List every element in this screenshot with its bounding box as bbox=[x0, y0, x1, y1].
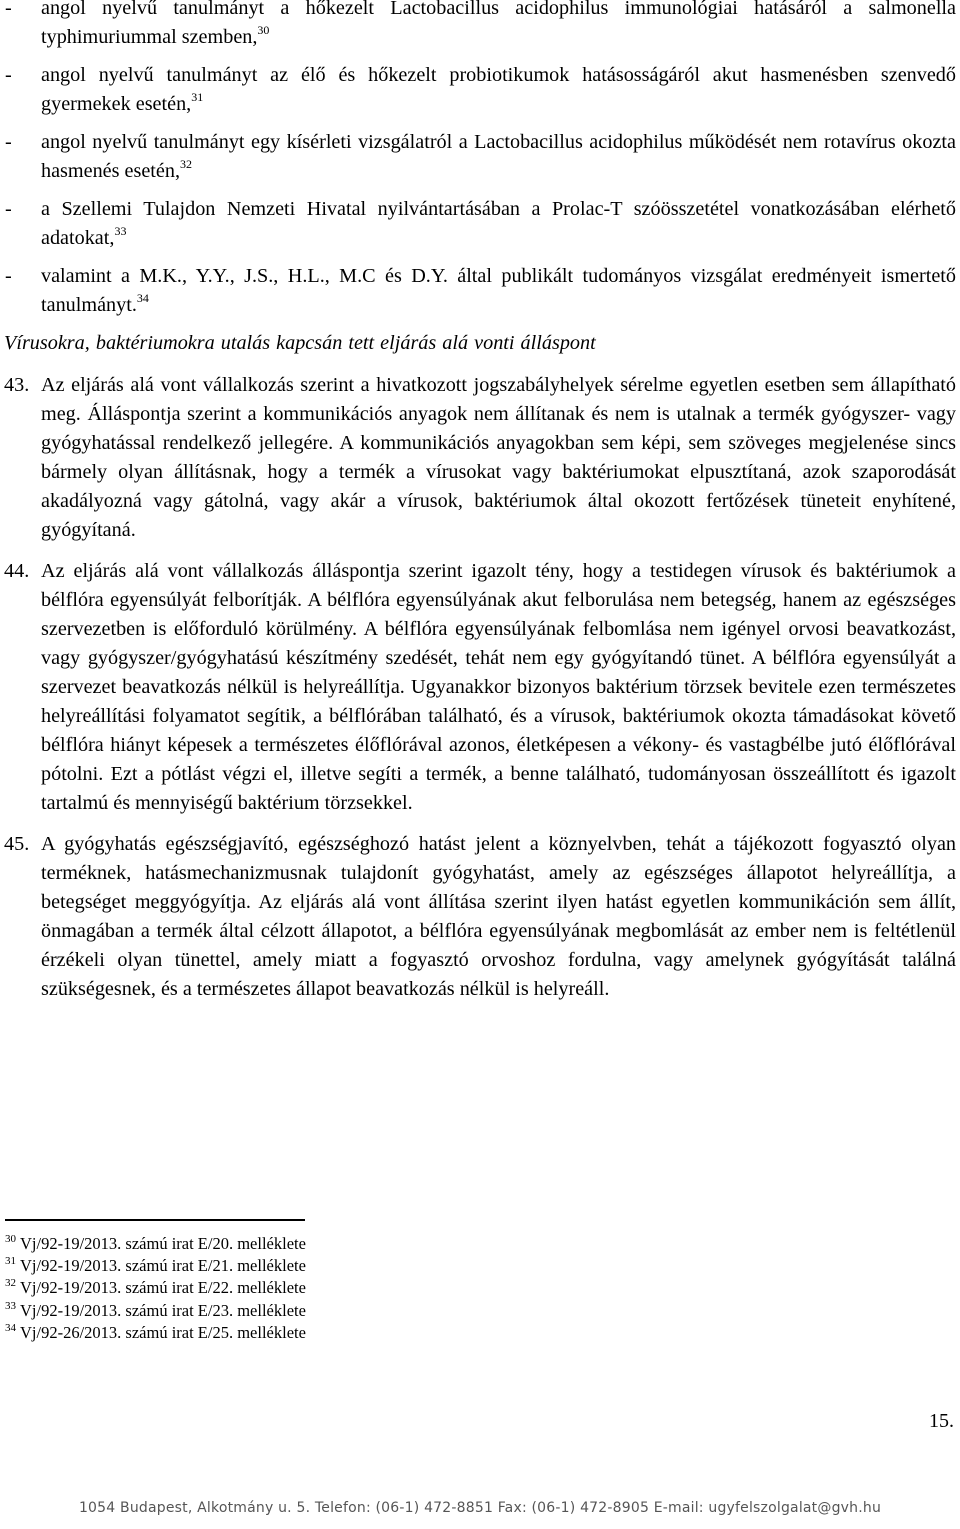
list-dash: - bbox=[5, 265, 12, 287]
footnote-number: 30 bbox=[5, 1233, 16, 1245]
list-item bbox=[0, 61, 956, 119]
footnote-ref[interactable]: 30 bbox=[257, 23, 270, 37]
footnote-text: Vj/92-19/2013. számú irat E/20. melléklete bbox=[20, 1234, 306, 1253]
list-dash: - bbox=[5, 198, 12, 220]
section-heading: Vírusokra, baktériumokra utalás kapcsán tett eljárás alá vonti álláspont bbox=[4, 332, 596, 354]
footnote-number: 34 bbox=[5, 1321, 16, 1334]
paragraph-text: Az eljárás alá vont vállalkozás álláspontja szerint igazolt tény, hogy a testidegen vírusok és baktériumok a bélflóra egyensúlyát felborítják. A bélflóra egyensúlyának akut felborulása nem betegség, hanem az egészséges szervezetben is előforduló körülmény. A bélflóra egyensúlyának felbomlása nem igényel orvosi beavatkozást, vagy gyógyszer/gyógyhatású készítmény szedését, tehát nem egy gyógyítandó tünet. A bélflóra egyensúlyát a szervezet beavatkozás nélkül is helyreállítja. Ugyanakkor bizonyos baktérium törzsek bevitele ezen természetes helyreállítási folyamatot segítik, a bélflórában található, és a vírusok, baktériumok okozta támadásokat követő bélflóra hiányt képesek a természetes élőflórával azonos, életképesen a vékony- és vastagbélbe jutó élőflórával pótolni. Ezt a pótlást végzi el, illetve segíti a termék, a benne található, tudományosan összeállított és igazolt tartalmú és mennyiségű baktérium törzsekkel. bbox=[41, 560, 956, 814]
footnote bbox=[5, 1277, 306, 1299]
paragraph-number: 45. bbox=[4, 833, 30, 855]
numbered-paragraph bbox=[0, 830, 956, 1004]
footnotes bbox=[5, 1233, 306, 1344]
list-dash: - bbox=[5, 131, 12, 153]
numbered-paragraph bbox=[0, 371, 956, 545]
page-number: 15. bbox=[929, 1410, 954, 1432]
footnote bbox=[5, 1255, 306, 1277]
footnote-text: Vj/92-26/2013. számú irat E/25. melléklete bbox=[20, 1322, 306, 1342]
list-item-text: a Szellemi Tulajdon Nemzeti Hivatal nyilvántartásában a Prolac-T szóösszetétel vonatkozásában elérhető adatokat, bbox=[41, 198, 956, 249]
footnote-text: Vj/92-19/2013. számú irat E/21. melléklete bbox=[20, 1256, 306, 1276]
list-dash: - bbox=[5, 64, 12, 86]
footnote-separator bbox=[5, 1219, 305, 1221]
footnote-ref[interactable]: 34 bbox=[136, 291, 149, 305]
paragraph-text: Az eljárás alá vont vállalkozás szerint a hivatkozott jogszabályhelyek sérelme egyetlen esetben sem állapítható meg. Álláspontja szerint a kommunikációs anyagok nem állítanak és nem is utalnak a termék gyógyszer- vagy gyógyhatással rendelkező jellegére. A kommunikációs anyagokban sem képi, sem szöveges megjelenése sincs bármely olyan állításnak, hogy a termék a vírusokat vagy baktériumokat elpusztítaná, azok szaporodását akadályozná vagy gátolná, vagy akár a vírusok, baktériumok által okozott fertőzések tüneteit enyhítené, gyógyítaná. bbox=[41, 374, 956, 541]
list-item-text: angol nyelvű tanulmányt a hőkezelt Lactobacillus acidophilus immunológiai hatásáról a salmonella typhimuriummal szemben, bbox=[41, 0, 956, 48]
footnote bbox=[5, 1322, 306, 1344]
footnote-ref[interactable]: 33 bbox=[114, 224, 127, 238]
paragraph-number: 43. bbox=[4, 374, 30, 396]
footnote bbox=[5, 1233, 306, 1255]
footnote-text: Vj/92-19/2013. számú irat E/22. melléklete bbox=[20, 1278, 306, 1298]
footnote bbox=[5, 1300, 306, 1322]
list-item bbox=[0, 128, 956, 186]
list-item-text: valamint a M.K., Y.Y., J.S., H.L., M.C és D.Y. által publikált tudományos vizsgálat eredményeit ismertető tanulmányt. bbox=[41, 265, 956, 316]
list-dash: - bbox=[5, 0, 12, 19]
page-footer: 1054 Budapest, Alkotmány u. 5. Telefon: (06-1) 472-8851 Fax: (06-1) 472-8905 E-mail: ugyfelszolgalat@gvh.hu bbox=[78, 1500, 882, 1516]
footnote-text: Vj/92-19/2013. számú irat E/23. melléklete bbox=[20, 1300, 306, 1320]
list-item-text: angol nyelvű tanulmányt az élő és hőkezelt probiotikumok hatásosságáról akut hasmenésben szenvedő gyermekek esetén, bbox=[41, 64, 956, 115]
footnote-number: 33 bbox=[5, 1299, 16, 1312]
paragraph-text: A gyógyhatás egészségjavító, egészséghozó hatást jelent a köznyelvben, tehát a tájékozott fogyasztó olyan terméknek, hatásmechanizmusnak tulajdonít gyógyhatást, amely az egészséges állapotot helyreállítja, a betegséget meggyógyítja. Az eljárás alá vont állítása szerint ilyen hatást egyetlen kommunikáción sem állít, önmagában a termék által célzott állapotot, a bélflóra egyensúlyának megbomlását az ember nem is feltétlenül érzékeli olyan tünettel, amely miatt a fogyasztó orvoshoz fordulna, vagy amelynek gyógyítását találná szükségesnek, és a természetes állapot beavatkozás nélkül is helyreáll. bbox=[41, 833, 956, 1000]
list-item bbox=[0, 262, 956, 320]
footnote-ref[interactable]: 31 bbox=[191, 90, 204, 104]
footnote-number: 31 bbox=[5, 1255, 16, 1268]
list-item bbox=[0, 195, 956, 253]
numbered-paragraph bbox=[0, 557, 956, 818]
list-item bbox=[0, 0, 956, 52]
paragraph-number: 44. bbox=[4, 560, 30, 582]
footnote-ref[interactable]: 32 bbox=[180, 157, 193, 171]
footnote-number: 32 bbox=[5, 1277, 16, 1290]
list-item-text: angol nyelvű tanulmányt egy kísérleti vizsgálatról a Lactobacillus acidophilus működését nem rotavírus okozta hasmenés esetén, bbox=[41, 131, 956, 182]
